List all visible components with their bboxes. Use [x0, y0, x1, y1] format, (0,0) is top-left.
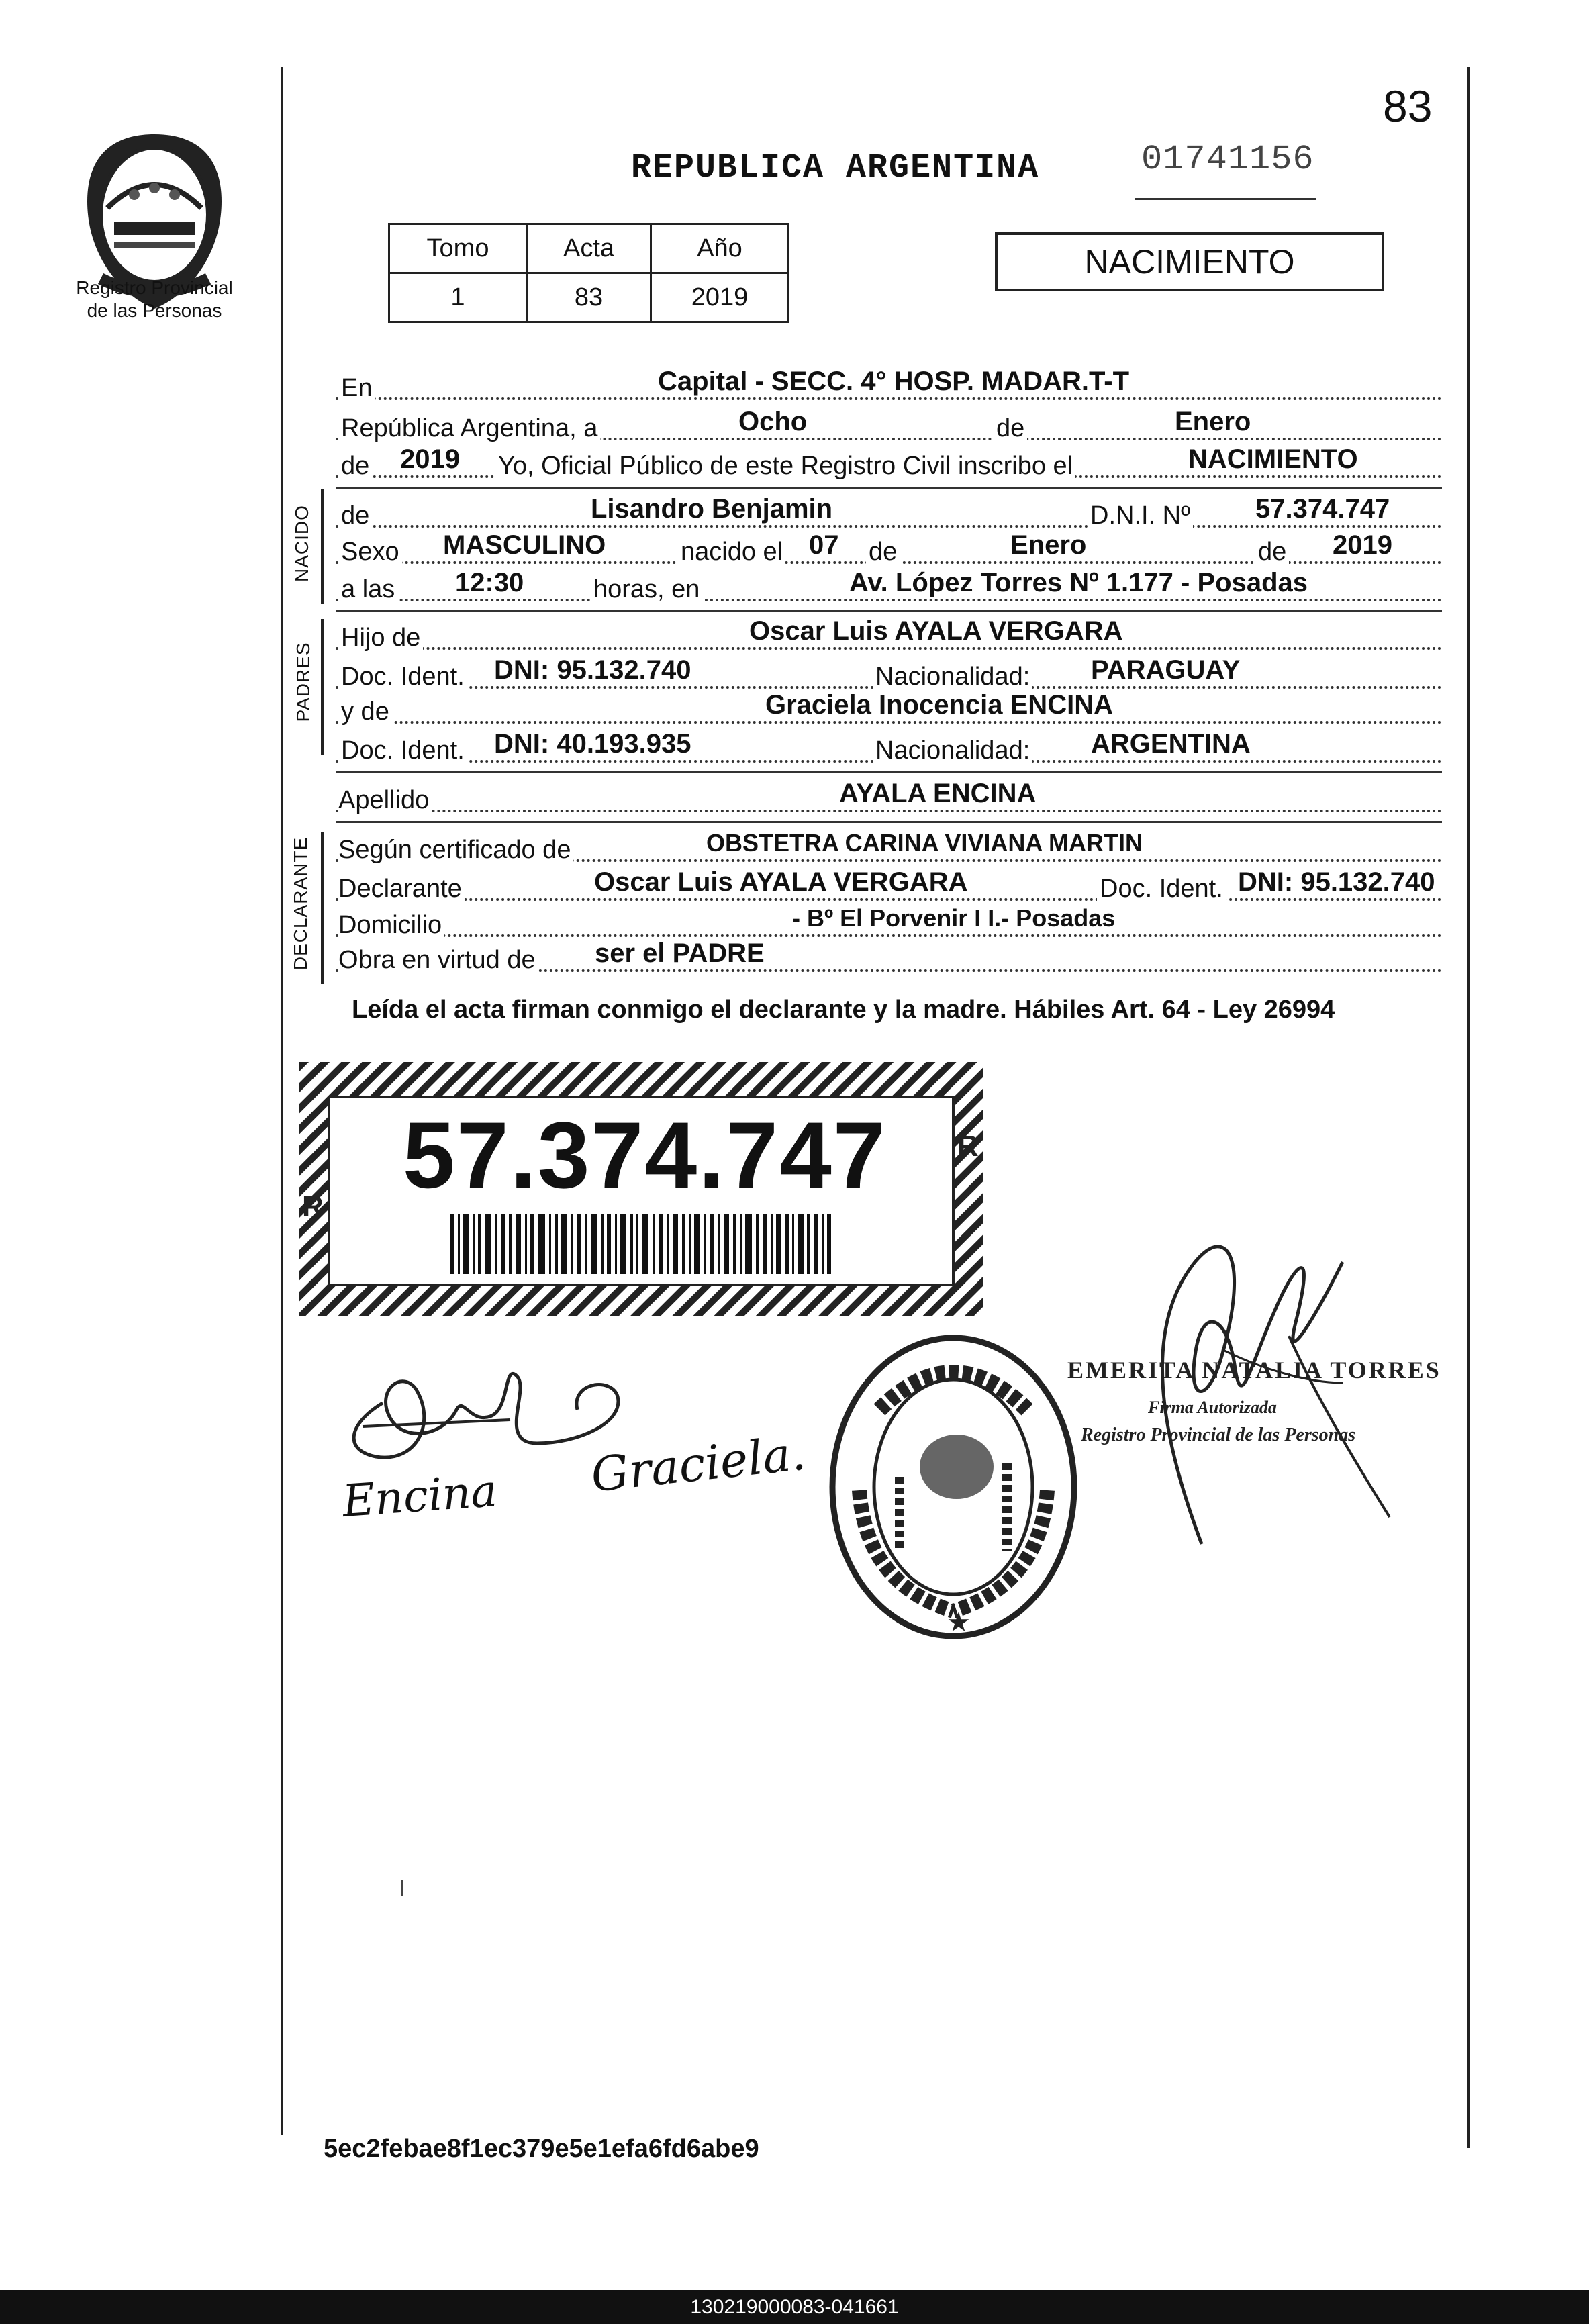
- nacionalidad-label: Nacionalidad:: [873, 733, 1032, 768]
- republic-label: República Argentina, a: [341, 411, 600, 446]
- nacionalidad-label: Nacionalidad:: [873, 659, 1032, 694]
- registry-name-line1: Registro Provincial: [76, 277, 233, 298]
- svg-text:★: ★: [947, 1608, 971, 1637]
- row-time-place: [336, 568, 1442, 607]
- nacido-side-bar: [321, 489, 324, 604]
- de-label: de: [1255, 534, 1289, 569]
- nacido-el-label: nacido el: [678, 534, 785, 569]
- dni-sticker-number: 57.374.747: [403, 1102, 887, 1208]
- father-nationality-value: PARAGUAY: [1091, 655, 1241, 685]
- section-line: [336, 487, 1442, 489]
- dni-label: D.N.I. Nº: [1088, 498, 1193, 533]
- officer-signature-icon: [1074, 1181, 1450, 1557]
- row-place: [336, 367, 1442, 405]
- declarante-side-bar: [321, 832, 324, 984]
- father-name-value: Oscar Luis AYALA VERGARA: [749, 616, 1123, 646]
- padres-side-bar: [321, 619, 324, 755]
- officer-role: Firma Autorizada: [1148, 1398, 1277, 1417]
- svg-text:R: R: [302, 1190, 324, 1223]
- svg-text:R: R: [957, 1130, 979, 1163]
- row-certificado: [336, 829, 1442, 867]
- child-dni-value: 57.374.747: [1255, 494, 1390, 524]
- page-number: 83: [1383, 81, 1433, 131]
- father-doc-value: DNI: 95.132.740: [494, 655, 691, 685]
- mother-name-value: Graciela Inocencia ENCINA: [765, 690, 1113, 720]
- row-mother: [336, 690, 1442, 729]
- acta-value: 83: [527, 273, 651, 322]
- place-value: Capital - SECC. 4° HOSP. MADAR.T-T: [658, 367, 1130, 396]
- serial-number: 01741156: [1141, 140, 1314, 179]
- declarante-label: Declarante: [338, 871, 465, 906]
- tomo-header: Tomo: [389, 224, 527, 273]
- footer-code-bar: 130219000083-041661: [0, 2290, 1589, 2324]
- horas-en-label: horas, en: [591, 572, 702, 607]
- row-apellido: [336, 779, 1442, 818]
- domicilio-value: - Bº El Porvenir I I.- Posadas: [792, 904, 1116, 932]
- document-hash: 5ec2febae8f1ec379e5e1efa6fd6abe9: [324, 2135, 759, 2163]
- registration-type-value: NACIMIENTO: [1188, 444, 1358, 474]
- section-line: [336, 771, 1442, 773]
- registry-round-seal-icon: [819, 1329, 1088, 1645]
- day-words-value: Ocho: [738, 407, 808, 436]
- record-table: [388, 223, 789, 323]
- a-las-label: a las: [341, 572, 397, 607]
- birth-place-value: Av. López Torres Nº 1.177 - Posadas: [849, 568, 1308, 597]
- de-label: de: [866, 534, 900, 569]
- certificado-value: OBSTETRA CARINA VIVIANA MARTIN: [706, 829, 1143, 857]
- certificado-label: Según certificado de: [338, 832, 573, 867]
- legal-note: Leída el acta firman conmigo el declarante y la madre. Hábiles Art. 64 - Ley 26994: [352, 996, 1335, 1024]
- acta-header: Acta: [527, 224, 651, 273]
- anio-header: Año: [651, 224, 789, 273]
- signature-name-surname: Encina: [340, 1465, 499, 1527]
- section-line: [336, 821, 1442, 823]
- doc-ident-label: Doc. Ident.: [341, 733, 467, 768]
- year-value: 2019: [400, 444, 460, 474]
- apellido-label: Apellido: [338, 783, 432, 818]
- row-domicilio: [336, 904, 1442, 942]
- doc-ident-label: Doc. Ident.: [341, 659, 467, 694]
- de-label: de: [994, 411, 1027, 446]
- country-title: REPUBLICA ARGENTINA: [631, 149, 1040, 187]
- row-mother-doc: [336, 729, 1442, 768]
- document-type-box: NACIMIENTO: [995, 232, 1384, 291]
- row-father: [336, 616, 1442, 655]
- row-sex-birth: [336, 530, 1442, 569]
- mother-doc-value: DNI: 40.193.935: [494, 729, 691, 759]
- birth-year-value: 2019: [1333, 530, 1392, 560]
- birth-day-value: 07: [809, 530, 839, 560]
- obra-value: ser el PADRE: [595, 938, 765, 968]
- apellido-value: AYALA ENCINA: [839, 779, 1037, 808]
- mother-nationality-value: ARGENTINA: [1091, 729, 1251, 759]
- nacido-section-label: NACIDO: [291, 505, 312, 582]
- section-line: [336, 610, 1442, 612]
- sexo-label: Sexo: [341, 534, 402, 569]
- stray-mark: [401, 1880, 403, 1896]
- sexo-value: MASCULINO: [443, 530, 606, 560]
- officer-office: Registro Provincial de las Personas: [1081, 1424, 1356, 1445]
- officer-name: EMERITA NATALIA TORRES: [1067, 1357, 1441, 1384]
- serial-underline: [1135, 198, 1316, 200]
- birth-month-value: Enero: [1010, 530, 1087, 560]
- month-value: Enero: [1175, 407, 1251, 436]
- left-margin-line: [281, 67, 283, 2135]
- tomo-value: 1: [389, 273, 527, 322]
- padres-section-label: PADRES: [293, 642, 314, 722]
- declarante-doc-value: DNI: 95.132.740: [1238, 867, 1435, 897]
- declarante-name-value: Oscar Luis AYALA VERGARA: [594, 867, 968, 897]
- signature-name-given: Graciela.: [588, 1425, 808, 1503]
- y-de-label: y de: [341, 694, 392, 729]
- anio-value: 2019: [651, 273, 789, 322]
- registry-name-line2: de las Personas: [87, 300, 222, 321]
- declarante-section-label: DECLARANTE: [290, 836, 311, 971]
- row-year-officer: [336, 444, 1442, 483]
- obra-label: Obra en virtud de: [338, 942, 538, 977]
- row-obra: [336, 938, 1442, 977]
- doc-ident-label: Doc. Ident.: [1097, 871, 1226, 906]
- child-name-value: Lisandro Benjamin: [591, 494, 833, 524]
- de-label: de: [341, 498, 372, 533]
- en-label: En: [341, 371, 375, 405]
- officer-text: Yo, Oficial Público de este Registro Civil inscribo el: [495, 448, 1075, 483]
- barcode-icon: [450, 1214, 832, 1274]
- birth-time-value: 12:30: [455, 568, 524, 597]
- hijo-de-label: Hijo de: [341, 620, 423, 655]
- row-date: [336, 407, 1442, 446]
- right-margin-line: [1467, 67, 1470, 2148]
- domicilio-label: Domicilio: [338, 908, 444, 942]
- de-label: de: [341, 448, 372, 483]
